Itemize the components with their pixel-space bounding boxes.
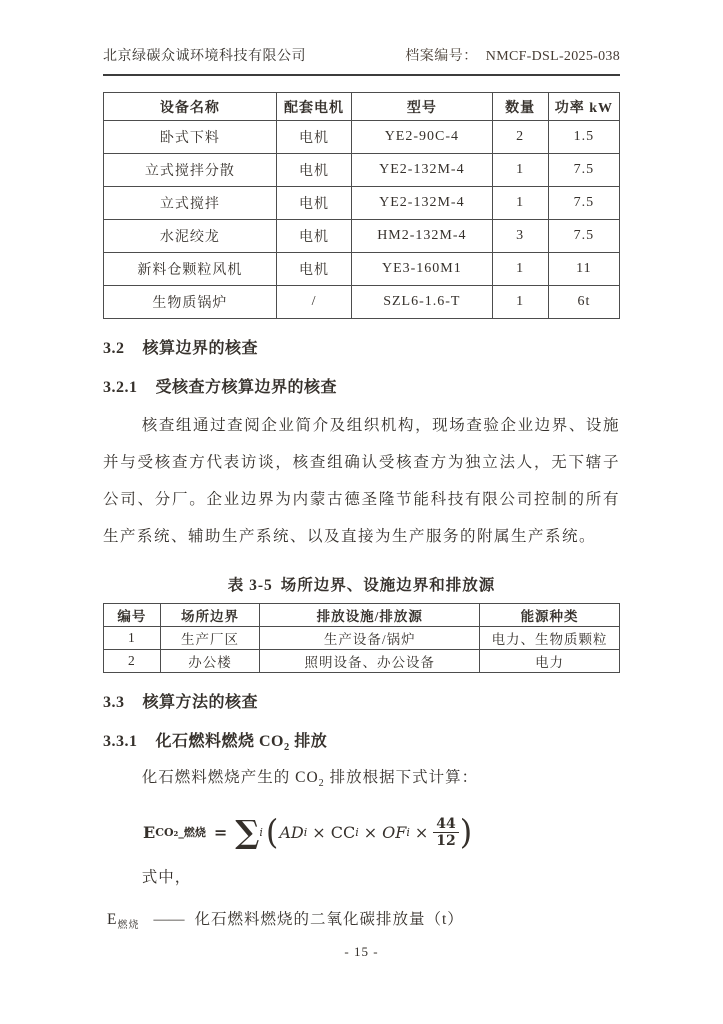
- equipment-table: [103, 92, 620, 319]
- boundary-table: [103, 603, 620, 673]
- table-cell: 电机: [276, 187, 351, 220]
- section-number: 3.3.1: [103, 733, 138, 750]
- table-cell: 7.5: [548, 154, 619, 187]
- boundary-table-header-row: [104, 604, 620, 627]
- term-ad: AD: [279, 822, 304, 842]
- equipment-col-header: 设备名称: [104, 93, 277, 121]
- section-number: 3.2.1: [103, 379, 138, 396]
- table-cell: 1: [104, 627, 161, 650]
- table-cell: 3: [492, 220, 548, 253]
- table-row: [104, 650, 620, 673]
- table-cell: YE2-132M-4: [352, 187, 492, 220]
- term-of: OF: [382, 822, 407, 842]
- section-heading-3-3: [103, 689, 620, 712]
- sigma-symbol: ∑: [235, 813, 260, 852]
- page-header: [103, 45, 620, 76]
- table-cell: 6t: [548, 286, 619, 319]
- fraction-44-12: [433, 816, 458, 849]
- boundary-table-caption: [103, 573, 620, 595]
- caption-title: 场所边界、设施边界和排放源: [280, 577, 496, 594]
- section-title: 核算边界的核查: [142, 340, 259, 357]
- boundary-paragraph: 核查组通过查阅企业简介及组织机构，现场查验企业边界、设施并与受核查方代表访谈，核查组确认受核查方为独立法人，无下辖子公司、分厂。企业边界为内蒙古德圣隆节能科技有限公司控制的所有生产系统、辅助生产系统、以及直接为生产服务的附属生产系统。: [103, 417, 620, 545]
- boundary-col-header: 场所边界: [160, 604, 260, 627]
- table-row: [104, 286, 620, 319]
- table-row: [104, 627, 620, 650]
- equipment-col-header: 型号: [352, 93, 492, 121]
- table-cell: 电机: [276, 121, 351, 154]
- open-paren: (: [265, 812, 279, 853]
- fraction-denominator: 12: [436, 832, 456, 849]
- table-cell: 1: [492, 253, 548, 286]
- formula-lhs-subscript: CO₂_燃烧: [155, 826, 206, 840]
- table-cell: 1: [492, 187, 548, 220]
- section-number: 3.2: [103, 340, 125, 357]
- section-number: 3.3: [103, 694, 125, 711]
- table-row: [104, 187, 620, 220]
- table-cell: 2: [492, 121, 548, 154]
- table-row: [104, 154, 620, 187]
- table-cell: HM2-132M-4: [352, 220, 492, 253]
- co2-intro-paragraph: 化石燃料燃烧产生的 $CO_2$ 排放根据下式计算：: [141, 769, 479, 790]
- term-definition-line: [103, 907, 620, 931]
- term-ad-subscript: i: [303, 825, 308, 839]
- table-cell: YE3-160M1: [352, 253, 492, 286]
- table-cell: 电机: [276, 220, 351, 253]
- term-cc: CC: [330, 822, 356, 842]
- archive-number-value: NMCF-DSL-2025-038: [485, 49, 620, 64]
- equipment-table-header-row: [104, 93, 620, 121]
- section-title: 化石燃料燃烧 $CO_2$ 排放: [155, 733, 328, 754]
- table-cell: 11: [548, 253, 619, 286]
- table-row: [104, 220, 620, 253]
- equipment-col-header: 数量: [492, 93, 548, 121]
- table-cell: 立式搅拌: [104, 187, 277, 220]
- table-cell: 电机: [276, 253, 351, 286]
- table-cell: /: [276, 286, 351, 319]
- close-paren: ): [459, 812, 473, 853]
- table-cell: SZL6-1.6-T: [352, 286, 492, 319]
- table-cell: 7.5: [548, 220, 619, 253]
- table-row: [104, 121, 620, 154]
- boundary-col-header: 能源种类: [480, 604, 620, 627]
- equals-sign: =: [213, 822, 228, 842]
- equipment-col-header: 功率 kW: [548, 93, 619, 121]
- equipment-col-header: 配套电机: [276, 93, 351, 121]
- table-cell: 新料仓颗粒风机: [104, 253, 277, 286]
- table-cell: 照明设备、办公设备: [260, 650, 480, 673]
- term-cc-subscript: i: [355, 825, 359, 839]
- section-heading-3-2: [103, 335, 620, 358]
- definition-dash: ——: [153, 911, 185, 929]
- table-cell: 立式搅拌分散: [104, 154, 277, 187]
- subscript: 2: [284, 742, 290, 754]
- subscript: 2: [318, 778, 325, 790]
- boundary-col-header: 排放设施/排放源: [260, 604, 480, 627]
- term-of-subscript: i: [406, 825, 410, 839]
- formula-where-label: 式中，: [141, 869, 192, 887]
- multiply-sign: ×: [414, 822, 429, 842]
- caption-label: 表 3-5: [227, 577, 273, 594]
- table-cell: 办公楼: [160, 650, 260, 673]
- table-cell: YE2-132M-4: [352, 154, 492, 187]
- section-heading-3-3-1: [103, 728, 620, 753]
- page-number: - 15 -: [344, 944, 379, 959]
- table-cell: 7.5: [548, 187, 619, 220]
- definition-subscript: 燃烧: [117, 920, 140, 932]
- section-title: 核算方法的核查: [142, 694, 259, 711]
- table-cell: 电力: [480, 650, 620, 673]
- table-cell: 电机: [276, 154, 351, 187]
- table-cell: 生产设备/锅炉: [260, 627, 480, 650]
- table-cell: 生产厂区: [160, 627, 260, 650]
- table-row: [104, 253, 620, 286]
- table-cell: 1: [492, 286, 548, 319]
- table-cell: 卧式下料: [104, 121, 277, 154]
- multiply-sign: ×: [363, 822, 378, 842]
- table-cell: 2: [104, 650, 161, 673]
- section-heading-3-2-1: [103, 374, 620, 397]
- definition-symbol: E: [107, 911, 118, 929]
- table-cell: 1: [492, 154, 548, 187]
- section-title: 受核查方核算边界的核查: [155, 379, 338, 396]
- company-name: 北京绿碳众诚环境科技有限公司: [103, 49, 306, 64]
- sigma-index: i: [259, 825, 263, 839]
- formula-lhs-base: E: [143, 822, 156, 842]
- table-cell: 水泥绞龙: [104, 220, 277, 253]
- table-cell: 生物质锅炉: [104, 286, 277, 319]
- multiply-sign: ×: [312, 822, 326, 842]
- table-cell: YE2-90C-4: [352, 121, 492, 154]
- archive-number: [405, 45, 620, 65]
- co2-combustion-formula: [103, 805, 620, 859]
- fraction-numerator: 44: [433, 816, 458, 833]
- table-cell: 电力、生物质颗粒: [480, 627, 620, 650]
- archive-number-label: 档案编号：: [405, 49, 478, 64]
- definition-text: 化石燃料燃烧的二氧化碳排放量（t）: [194, 911, 464, 929]
- table-cell: 1.5: [548, 121, 619, 154]
- boundary-col-header: 编号: [104, 604, 161, 627]
